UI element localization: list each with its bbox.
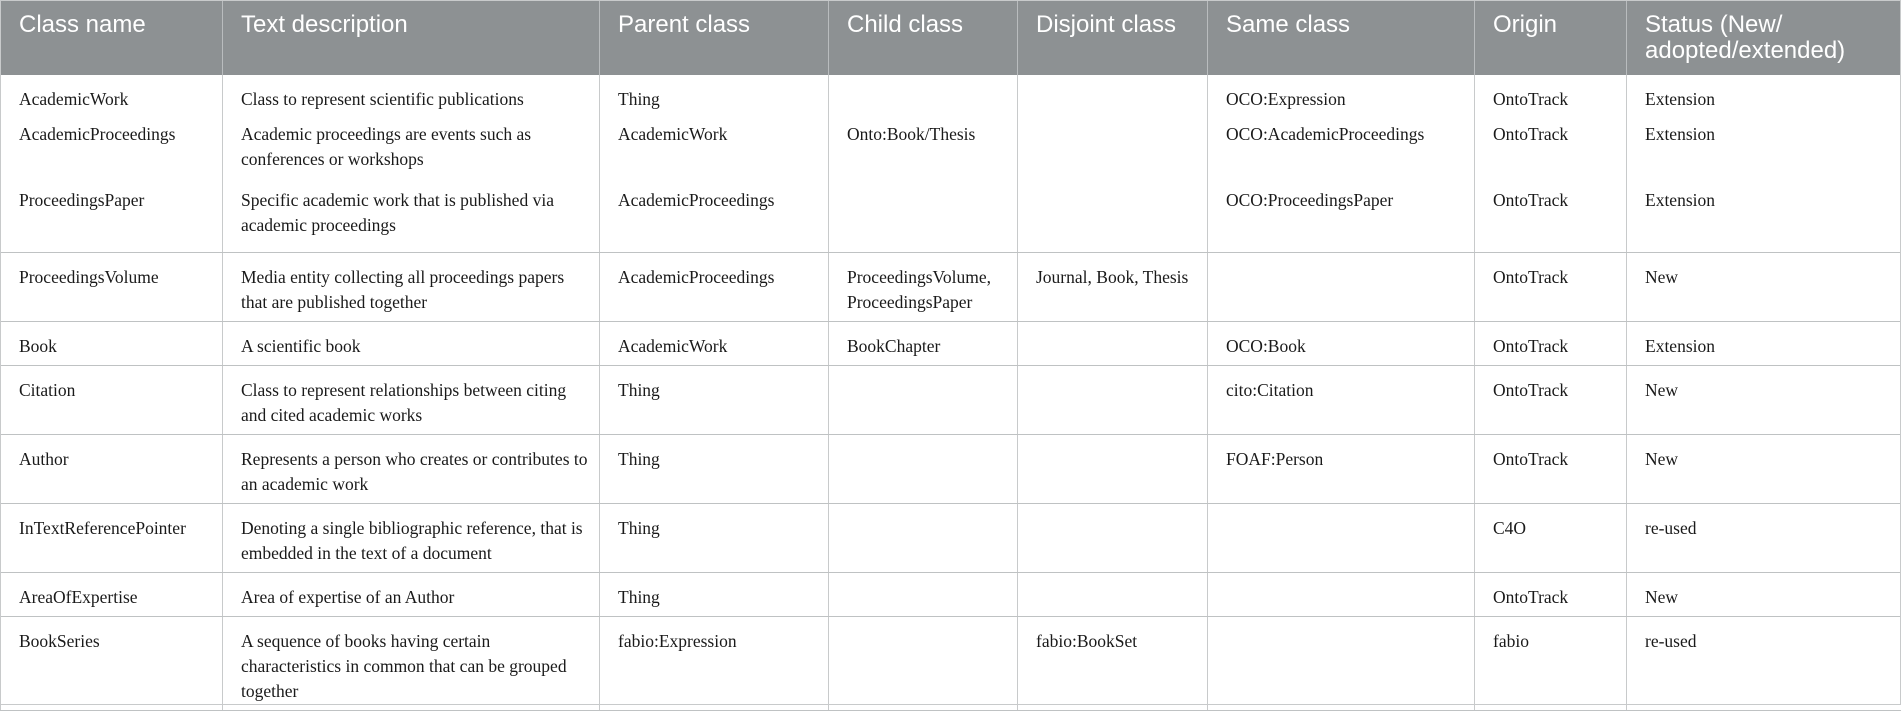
cell-text-description: Media entity collecting all proceedings papers that are published together (223, 252, 600, 321)
table-row (1, 184, 1901, 252)
cell-child-class (829, 365, 1018, 434)
cell-same-class (1208, 616, 1475, 710)
table-row (1, 118, 1901, 184)
cell-disjoint-class (1018, 572, 1208, 616)
table-row (1, 252, 1901, 321)
cell-origin: OntoTrack (1475, 184, 1627, 252)
cell-disjoint-class (1018, 75, 1208, 118)
cell-origin: OntoTrack (1475, 252, 1627, 321)
header-row (1, 0, 1901, 75)
header-status: Status (New/ adopted/extended) (1627, 0, 1901, 75)
cell-child-class: Onto:Book/Thesis (829, 118, 1018, 184)
cell-text-description: Area of expertise of an Author (223, 572, 600, 616)
cell-same-class: OCO:Expression (1208, 75, 1475, 118)
cell-parent-class: Thing (600, 75, 829, 118)
cell-disjoint-class (1018, 503, 1208, 572)
cell-text-description: A sequence of books having certain characteristics in common that can be grouped together (223, 616, 600, 710)
cell-class-name: BookSeries (1, 616, 223, 710)
header-parent-class: Parent class (600, 0, 829, 75)
cell-same-class: cito:Citation (1208, 365, 1475, 434)
cell-disjoint-class (1018, 321, 1208, 365)
cell-child-class (829, 503, 1018, 572)
cell-child-class (829, 75, 1018, 118)
cell-status: New (1627, 252, 1901, 321)
cell-parent-class: AcademicWork (600, 118, 829, 184)
cell-same-class (1208, 503, 1475, 572)
cell-status: New (1627, 572, 1901, 616)
table-body (1, 75, 1901, 710)
cell-parent-class: Thing (600, 434, 829, 503)
cell-child-class (829, 184, 1018, 252)
cell-child-class: BookChapter (829, 321, 1018, 365)
cell-text-description: Class to represent relationships between citing and cited academic works (223, 365, 600, 434)
cell-status: re-used (1627, 616, 1901, 710)
header-child-class: Child class (829, 0, 1018, 75)
cell-child-class (829, 434, 1018, 503)
cell-parent-class: Thing (600, 572, 829, 616)
cell-parent-class: fabio:Expression (600, 616, 829, 710)
cell-same-class: OCO:AcademicProceedings (1208, 118, 1475, 184)
cell-same-class (1208, 572, 1475, 616)
table-row (1, 616, 1901, 710)
cell-disjoint-class (1018, 184, 1208, 252)
header-origin: Origin (1475, 0, 1627, 75)
cell-child-class: ProceedingsVolume, ProceedingsPaper (829, 252, 1018, 321)
cell-class-name: AcademicWork (1, 75, 223, 118)
cell-class-name: AreaOfExpertise (1, 572, 223, 616)
cell-origin: OntoTrack (1475, 434, 1627, 503)
table-row (1, 321, 1901, 365)
cell-status: Extension (1627, 184, 1901, 252)
cell-class-name: Citation (1, 365, 223, 434)
header-class-name: Class name (1, 0, 223, 75)
cell-status: re-used (1627, 503, 1901, 572)
cell-parent-class: AcademicProceedings (600, 252, 829, 321)
cell-same-class: OCO:Book (1208, 321, 1475, 365)
cell-origin: OntoTrack (1475, 75, 1627, 118)
cell-same-class: FOAF:Person (1208, 434, 1475, 503)
header-text-description: Text description (223, 0, 600, 75)
table-row (1, 434, 1901, 503)
header-same-class: Same class (1208, 0, 1475, 75)
cell-text-description: Denoting a single bibliographic reference, that is embedded in the text of a document (223, 503, 600, 572)
cell-disjoint-class (1018, 118, 1208, 184)
cell-origin: OntoTrack (1475, 572, 1627, 616)
table-row (1, 572, 1901, 616)
cell-text-description: Academic proceedings are events such as conferences or workshops (223, 118, 600, 184)
cell-origin: OntoTrack (1475, 118, 1627, 184)
cell-disjoint-class: Journal, Book, Thesis (1018, 252, 1208, 321)
cell-text-description: Represents a person who creates or contributes to an academic work (223, 434, 600, 503)
cell-parent-class: AcademicWork (600, 321, 829, 365)
cell-class-name: Book (1, 321, 223, 365)
table-row (1, 75, 1901, 118)
cell-child-class (829, 616, 1018, 710)
cell-parent-class: Thing (600, 365, 829, 434)
table-row (1, 503, 1901, 572)
cell-same-class: OCO:ProceedingsPaper (1208, 184, 1475, 252)
cell-text-description: Class to represent scientific publications (223, 75, 600, 118)
cell-child-class (829, 572, 1018, 616)
cell-class-name: AcademicProceedings (1, 118, 223, 184)
cell-status: Extension (1627, 75, 1901, 118)
cell-class-name: ProceedingsVolume (1, 252, 223, 321)
cell-origin: fabio (1475, 616, 1627, 710)
cell-disjoint-class (1018, 434, 1208, 503)
cell-origin: OntoTrack (1475, 365, 1627, 434)
cell-text-description: Specific academic work that is published via academic proceedings (223, 184, 600, 252)
cell-status: New (1627, 365, 1901, 434)
cell-class-name: Author (1, 434, 223, 503)
cell-status: Extension (1627, 118, 1901, 184)
cell-parent-class: AcademicProceedings (600, 184, 829, 252)
cell-disjoint-class: fabio:BookSet (1018, 616, 1208, 710)
table-row (1, 365, 1901, 434)
table-header (1, 0, 1901, 75)
header-disjoint-class: Disjoint class (1018, 0, 1208, 75)
cell-class-name: InTextReferencePointer (1, 503, 223, 572)
cell-parent-class: Thing (600, 503, 829, 572)
cell-origin: OntoTrack (1475, 321, 1627, 365)
cell-origin: C4O (1475, 503, 1627, 572)
cell-class-name: ProceedingsPaper (1, 184, 223, 252)
cell-status: New (1627, 434, 1901, 503)
cell-text-description: A scientific book (223, 321, 600, 365)
cell-same-class (1208, 252, 1475, 321)
cell-disjoint-class (1018, 365, 1208, 434)
cell-status: Extension (1627, 321, 1901, 365)
